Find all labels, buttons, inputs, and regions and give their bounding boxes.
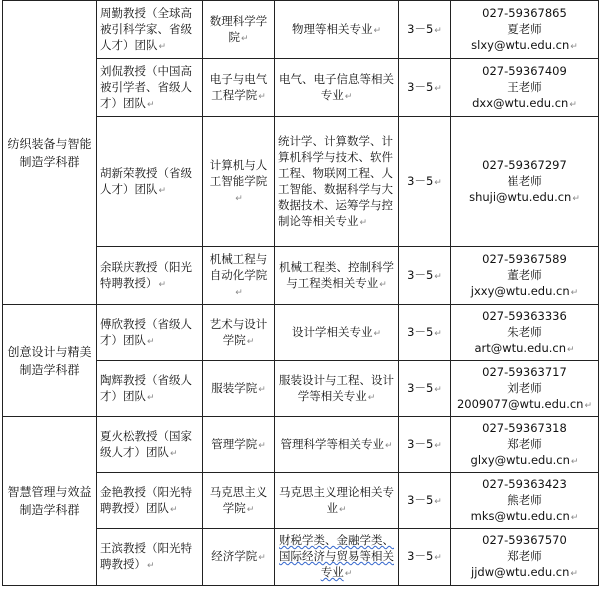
return-mark: ↵	[147, 561, 155, 571]
contact-phone: 027-59367409	[482, 63, 567, 78]
majors-label: 统计学、计算数学、计算机科学与技术、软件工程、物联网工程、人工智能、数据科学与大数据技术、运筹学与控制论等相关专业	[278, 133, 393, 228]
years-cell	[399, 305, 451, 361]
college-cell	[203, 417, 275, 473]
return-mark: ↵	[434, 440, 442, 451]
college-cell	[203, 117, 275, 247]
years-label: 3－5	[407, 549, 434, 563]
return-mark: ↵	[359, 217, 368, 228]
team-label: 刘侃教授（中国高被引学者、省级人才）团队	[100, 63, 192, 110]
return-mark: ↵	[584, 400, 593, 411]
contact-email: jjdw@wtu.edu.cn	[471, 565, 570, 579]
contact-teacher: 郑老师	[507, 549, 542, 563]
majors-cell	[275, 247, 399, 305]
team-label: 傅欣教授（省级人才）团队	[100, 316, 192, 347]
team-label: 胡新荣教授（省级人才）团队	[100, 165, 192, 196]
college-label: 计算机与人工智能学院	[209, 157, 268, 188]
return-mark: ↵	[158, 41, 167, 52]
years-cell	[399, 247, 451, 305]
majors-cell	[275, 117, 399, 247]
discipline-label: 纺织装备与智能制造学科群	[7, 136, 92, 169]
college-label: 经济学院	[211, 549, 258, 563]
majors-label: 机械工程类、控制科学与工程类相关专业	[279, 259, 394, 290]
team-label: 夏火松教授（国家级人才）团队	[100, 428, 192, 459]
return-mark: ↵	[147, 336, 155, 347]
contact-teacher: 王老师	[507, 79, 542, 94]
majors-cell	[275, 1, 399, 59]
contact-email: art@wtu.edu.cn	[474, 340, 567, 355]
majors-cell	[275, 529, 399, 586]
contact-cell	[451, 473, 599, 529]
contact-cell	[451, 417, 599, 473]
return-mark: ↵	[338, 504, 347, 515]
table-row	[3, 1, 599, 59]
team-label: 余联庆教授（阳光特聘教授）	[100, 259, 192, 290]
return-mark: ↵	[570, 287, 579, 298]
return-mark: ↵	[258, 553, 266, 563]
return-mark: ↵	[434, 271, 442, 282]
years-label: 3－5	[407, 21, 434, 36]
years-cell	[399, 59, 451, 117]
team-cell	[97, 417, 203, 473]
discipline-label: 创意设计与精美制造学科群	[7, 344, 92, 377]
years-label: 3－5	[407, 380, 434, 395]
return-mark: ↵	[384, 440, 393, 451]
discipline-cell	[3, 305, 97, 417]
contact-email: 2009077@wtu.edu.cn	[456, 396, 584, 411]
majors-cell	[275, 59, 399, 117]
contact-teacher: 崔老师	[507, 173, 542, 188]
contact-cell	[451, 59, 599, 117]
contact-cell	[451, 361, 599, 417]
discipline-label: 智慧管理与效益制造学科群	[7, 485, 92, 517]
return-mark: ↵	[434, 25, 442, 36]
contact-email: glxy@wtu.edu.cn	[470, 452, 570, 467]
years-cell	[399, 1, 451, 59]
majors-label: 物理等相关专业	[291, 21, 373, 36]
majors-label: 财税学类、金融学类、国际经济与贸易等相关专业	[279, 533, 394, 579]
contact-email: slxy@wtu.edu.cn	[471, 37, 570, 52]
contact-email: mks@wtu.edu.cn	[470, 508, 570, 523]
contact-phone: 027-59367570	[482, 533, 567, 547]
return-mark: ↵	[434, 553, 442, 563]
contact-teacher: 夏老师	[507, 21, 542, 36]
contact-cell	[451, 529, 599, 586]
return-mark: ↵	[246, 504, 255, 515]
contact-phone: 027-59367865	[482, 5, 567, 20]
return-mark: ↵	[170, 504, 178, 515]
college-cell	[203, 247, 275, 305]
team-cell	[97, 117, 203, 247]
recruitment-table	[2, 0, 599, 586]
majors-label: 管理科学等相关专业	[280, 436, 384, 451]
contact-phone: 027-59367589	[482, 251, 567, 266]
years-label: 3－5	[407, 324, 434, 339]
return-mark: ↵	[367, 392, 376, 403]
return-mark: ↵	[258, 384, 266, 395]
years-cell	[399, 473, 451, 529]
majors-cell	[275, 473, 399, 529]
return-mark: ↵	[434, 496, 442, 507]
college-cell	[203, 473, 275, 529]
return-mark: ↵	[569, 99, 577, 110]
return-mark: ↵	[170, 448, 178, 459]
return-mark: ↵	[570, 569, 578, 579]
return-mark: ↵	[258, 440, 266, 451]
return-mark: ↵	[570, 456, 579, 467]
team-label: 金艳教授（阳光特聘教授）团队	[100, 484, 192, 515]
contact-cell	[451, 117, 599, 247]
team-cell	[97, 1, 203, 59]
contact-teacher: 郑老师	[507, 436, 542, 451]
return-mark: ↵	[373, 25, 382, 36]
contact-phone: 027-59363717	[482, 364, 567, 379]
contact-cell	[451, 1, 599, 59]
college-cell	[203, 361, 275, 417]
return-mark: ↵	[434, 177, 442, 188]
return-mark: ↵	[258, 91, 266, 102]
contact-phone: 027-59363423	[482, 476, 567, 491]
contact-phone: 027-59367318	[482, 420, 567, 435]
discipline-cell	[3, 417, 97, 586]
return-mark: ↵	[246, 336, 255, 347]
return-mark: ↵	[344, 569, 353, 579]
contact-cell	[451, 305, 599, 361]
return-mark: ↵	[567, 344, 575, 355]
college-cell	[203, 1, 275, 59]
years-label: 3－5	[407, 173, 434, 188]
college-cell	[203, 59, 275, 117]
team-cell	[97, 305, 203, 361]
college-label: 电子与电气工程学院	[209, 71, 268, 102]
return-mark: ↵	[379, 279, 387, 290]
years-cell	[399, 117, 451, 247]
years-cell	[399, 529, 451, 586]
years-label: 3－5	[407, 79, 434, 94]
college-label: 服装学院	[211, 380, 258, 395]
return-mark: ↵	[235, 287, 243, 298]
return-mark: ↵	[434, 83, 442, 94]
team-label: 王滨教授（阳光特聘教授）	[100, 541, 192, 571]
years-label: 3－5	[407, 267, 434, 282]
college-label: 机械工程与自动化学院	[209, 251, 268, 282]
contact-email: shuji@wtu.edu.cn	[469, 189, 572, 204]
return-mark: ↵	[158, 279, 167, 290]
contact-teacher: 熊老师	[507, 492, 542, 507]
contact-teacher: 刘老师	[507, 380, 542, 395]
college-cell	[203, 305, 275, 361]
majors-cell	[275, 417, 399, 473]
years-label: 3－5	[407, 492, 434, 507]
team-cell	[97, 59, 203, 117]
years-label: 3－5	[407, 436, 434, 451]
majors-cell	[275, 305, 399, 361]
table-row	[3, 417, 599, 473]
college-label: 管理学院	[211, 436, 258, 451]
contact-cell	[451, 247, 599, 305]
return-mark: ↵	[570, 512, 579, 523]
return-mark: ↵	[570, 41, 578, 52]
team-cell	[97, 361, 203, 417]
return-mark: ↵	[240, 33, 249, 44]
contact-email: jxxy@wtu.edu.cn	[470, 283, 570, 298]
return-mark: ↵	[235, 193, 243, 204]
majors-label: 服装设计与工程、设计学等相关专业	[279, 372, 394, 403]
college-cell	[203, 529, 275, 586]
majors-cell	[275, 361, 399, 417]
contact-email: dxx@wtu.edu.cn	[472, 95, 569, 110]
team-label: 陶辉教授（省级人才）团队	[100, 372, 192, 403]
return-mark: ↵	[344, 91, 353, 102]
return-mark: ↵	[147, 99, 155, 110]
college-label: 艺术与设计学院	[209, 316, 268, 347]
majors-label: 电气、电子信息等相关专业	[279, 71, 394, 102]
table-wrapper	[2, 0, 599, 586]
majors-label: 设计学相关专业	[291, 324, 373, 339]
contact-phone: 027-59363336	[482, 308, 567, 323]
return-mark: ↵	[434, 328, 442, 339]
return-mark: ↵	[373, 328, 382, 339]
discipline-cell	[3, 1, 97, 305]
majors-label: 马克思主义理论相关专业	[279, 484, 394, 515]
table-row	[3, 305, 599, 361]
years-cell	[399, 361, 451, 417]
college-label: 马克思主义学院	[209, 484, 268, 515]
college-label: 数理科学学院	[209, 13, 268, 44]
return-mark: ↵	[158, 185, 167, 196]
team-cell	[97, 529, 203, 586]
return-mark: ↵	[572, 193, 580, 204]
years-cell	[399, 417, 451, 473]
contact-phone: 027-59367297	[482, 157, 567, 172]
contact-teacher: 朱老师	[507, 324, 542, 339]
team-cell	[97, 247, 203, 305]
return-mark: ↵	[434, 384, 442, 395]
return-mark: ↵	[147, 392, 155, 403]
team-cell	[97, 473, 203, 529]
contact-teacher: 董老师	[507, 267, 542, 282]
team-label: 周勤教授（全球高被引科学家、省级人才）团队	[100, 5, 192, 52]
